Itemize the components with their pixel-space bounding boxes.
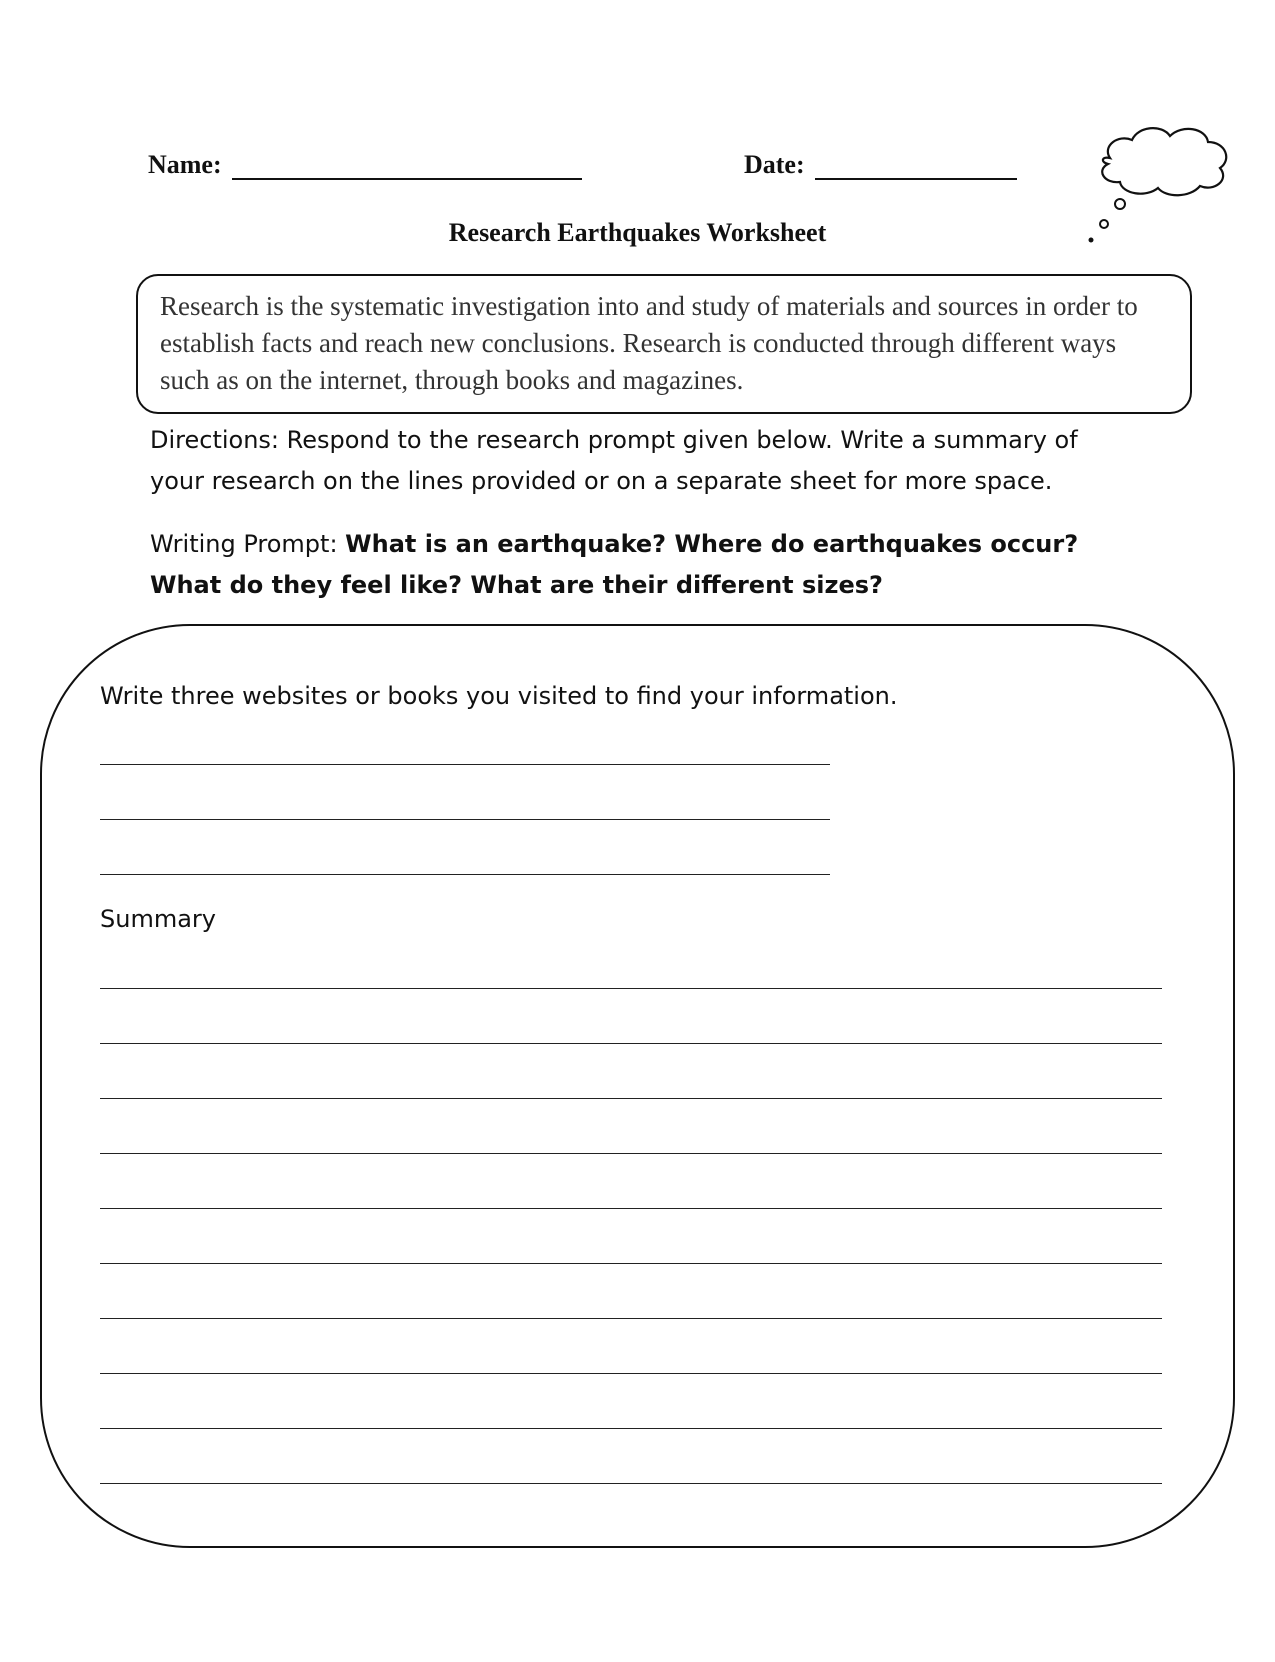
summary-write-line[interactable] — [100, 1428, 1162, 1429]
writing-prompt-label: Writing Prompt: — [150, 530, 338, 558]
summary-label: Summary — [100, 905, 216, 933]
source-write-line[interactable] — [100, 874, 830, 875]
writing-prompt-question: What is an earthquake? Where do earthquakes occur? What do they feel like? What are their different sizes? — [150, 530, 1079, 599]
date-label: Date: — [744, 150, 805, 179]
summary-write-line[interactable] — [100, 1263, 1162, 1264]
summary-write-line[interactable] — [100, 1483, 1162, 1484]
name-label: Name: — [148, 150, 222, 179]
intro-text: Research is the systematic investigation into and study of materials and sources in order to establish facts and reach new conclusions. Research is conducted through different ways such as on the internet, through books and magazines. — [160, 291, 1138, 395]
summary-write-line[interactable] — [100, 1208, 1162, 1209]
summary-write-line[interactable] — [100, 1098, 1162, 1099]
name-input-line[interactable] — [232, 154, 582, 180]
summary-write-line[interactable] — [100, 1043, 1162, 1044]
intro-box — [136, 274, 1192, 414]
worksheet-title: Research Earthquakes Worksheet — [448, 218, 827, 247]
summary-write-line[interactable] — [100, 1318, 1162, 1319]
source-write-line[interactable] — [100, 764, 830, 765]
directions-text: Directions: Respond to the research prompt given below. Write a summary of your research on the lines provided or on a separate sheet for more space. — [150, 426, 1078, 495]
writing-prompt — [150, 524, 1150, 606]
header-row — [148, 150, 1048, 190]
sources-label: Write three websites or books you visited to find your information. — [100, 682, 898, 710]
source-write-line[interactable] — [100, 819, 830, 820]
summary-write-line[interactable] — [100, 1373, 1162, 1374]
answer-box — [40, 624, 1235, 1548]
summary-write-line[interactable] — [100, 1153, 1162, 1154]
summary-write-line[interactable] — [100, 988, 1162, 989]
date-input-line[interactable] — [815, 154, 1017, 180]
date-field — [744, 150, 1017, 180]
name-field — [148, 150, 582, 180]
